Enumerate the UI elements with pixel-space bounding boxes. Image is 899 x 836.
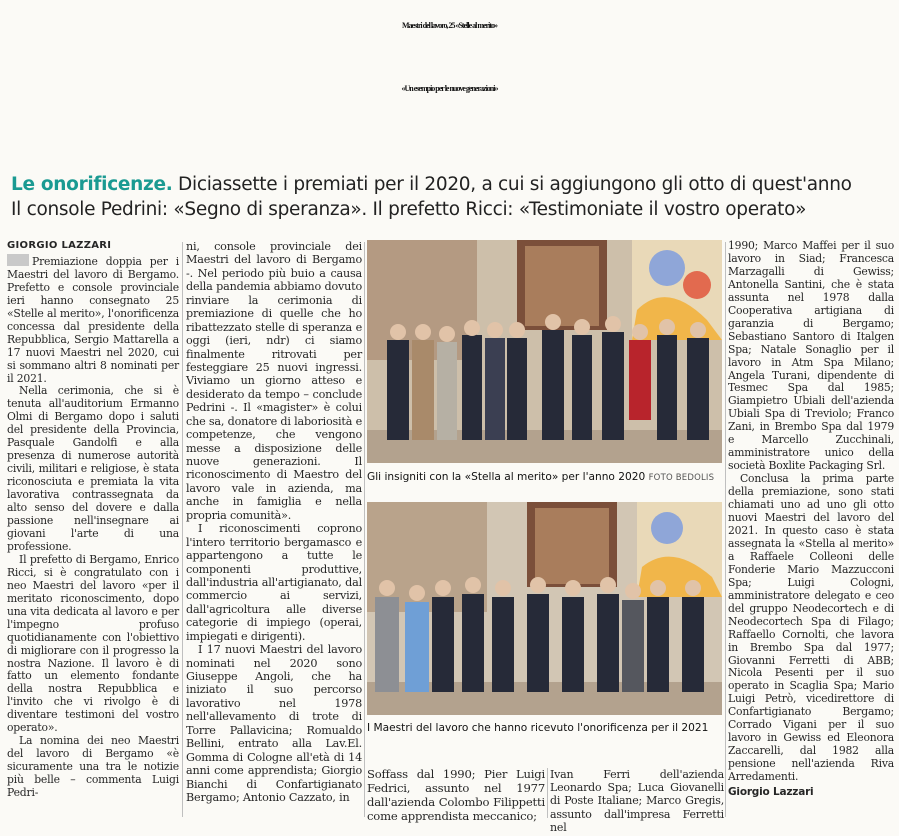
subhead-line-1-text: Diciassette i premiati per il 2020, a cui si aggiungono gli otto di quest'anno [178,174,852,195]
subhead-kicker: Le onorificenze. [11,174,173,195]
article-column-3a: Soffass dal 1990; Pier Luigi Fedrici, assunto nel 1977 dall'azienda Colombo Filippetti come apprendista meccanico; [367,767,545,823]
article-column-4 [728,240,894,820]
dropcap-marker [7,254,29,266]
caption-text: Gli insigniti con la «Stella al merito» per l'anno 2020 [367,471,646,483]
subhead-line-2: Il console Pedrini: «Segno di speranza». Il prefetto Ricci: «Testimoniate il vostro operato» [11,199,807,220]
author-signature: Giorgio Lazzari [728,786,814,799]
paragraph: Conclusa la prima parte della premiazione, sono stati chiamati uno ad uno gli otto nuovi Maestri del lavoro del 2021. In questo caso è stata assegnata la «Stella al merito» a Raffaele Colleoni delle Fonderie Mario Mazzucconi Spa; Luigi Cologni, amministratore delegato e ceo del gruppo Neodecortech e di Neodecortech Spa di Filago; Raffaello Cornolti, che lavora in Brembo Spa dal 1977; Giovanni Ferretti di ABB; Nicola Pesenti per il suo operato in Scaglia Spa; Mario Luigi Petrò, vicedirettore di Confartigianato Bergamo; Corrado Vigani per il suo lavoro in Gewiss ed Eleonora Zaccarelli, dal 1982 alla pensione nell'azienda Riva Arredamenti. [728,472,894,784]
column-divider [364,242,365,817]
paragraph-text: Premiazione doppia per i Maestri del lavoro di Bergamo. Prefetto e console provinciale ieri hanno consegnato 25 «Stelle al merito», l'onorificenza concessa dal presidente della Repubblica, Sergio Mattarella a 17 nuovi Maestri nel 2020, cui si sommano altri 8 nominati per il 2021. [7,254,179,385]
column-divider [182,242,183,817]
paragraph: Nella cerimonia, che si è tenuta all'auditorium Ermanno Olmi di Bergamo dopo i saluti del presidente della Provincia, Pasquale Gandolfi e alla presenza di numerose autorità civili, militari e religiose, è stata riconosciuta e premiata la vita lavorativa contrassegnata da alto senso del dovere e dalla passione nell'insegnare ai giovani l'arte di una professione. [7,384,179,553]
photo-caption-2020 [367,470,724,485]
byline: GIORGIO LAZZARI [7,240,112,251]
column-divider [725,242,726,817]
column-divider [547,768,548,818]
photo-caption-2021: I Maestri del lavoro che hanno ricevuto l'onorificenza per il 2021 [367,722,709,734]
photo-group-2020 [367,240,722,463]
headline-line-1: Maestri del lavoro, 25 «Stelle al merito» [401,21,498,30]
paragraph: I riconoscimenti coprono l'intero territorio bergamasco e appartengono a tutte le componenti produttive, dall'industria all'artigianato, dal commercio ai servizi, dall'agricoltura alle diverse categorie di impiego (operai, impiegati e dirigenti). [186,522,362,643]
paragraph: 1990; Marco Maffei per il suo lavoro in Siad; Francesca Marzagalli di Gewiss; Antonella Santini, che è stata assunta nel 1978 dalla Cooperativa artigiana di garanzia di Bergamo; Sebastiano Santoro di Italgen Spa; Natale Sonaglio per il lavoro in Atm Spa Milano; Angela Turani, dipendente di Tesmec Spa dal 1985; Giampietro Ubiali dell'azienda Ubiali Spa di Treviolo; Franco Zani, in Brembo Spa dal 1979 e Marcello Zucchinali, amministratore unico della società Boxlite Packaging Srl. [728,239,894,473]
article-column-2 [186,240,362,825]
group-photo-illustration [367,502,722,715]
photo-credit: FOTO BEDOLIS [648,473,715,483]
paragraph: ni, console provinciale dei Maestri del lavoro di Bergamo -. Nel periodo più buio a causa della pandemia abbiamo dovuto rinviare la cerimonia di premiazione di quelle che ho ribattezzato stelle di speranza e oggi (ieri, ndr) ci siamo finalmente ritrovati per festeggiare 25 nuovi ingressi. Viviamo un giorno atteso e desiderato da tempo – conclude Pedrini -. Il «magister» è colui che sa, donatore di laboriosità e competenze, che vengono messe a disposizione delle nuove generazioni. Il riconoscimento di Maestro del lavoro vale in azienda, ma anche in famiglia e nella propria comunità». [186,240,362,522]
headline-line-2: «Un esempio per le nuove generazioni» [401,84,498,93]
group-photo-illustration [367,240,722,463]
subhead-line-1 [11,172,891,197]
paragraph: La nomina dei neo Maestri del lavoro di Bergamo «è sicuramente una tra le notizie più belle – commenta Luigi Pedri- [7,734,179,800]
paragraph: Il prefetto di Bergamo, Enrico Ricci, si è congratulato con i neo Maestri del lavoro «per il meritato riconoscimento, dopo una vita dedicata al lavoro e per l'impegno profuso quotidianamente con l'obiettivo di migliorare con il progresso la nostra Nazione. Il lavoro è di fatto un elemento fondante della nostra Repubblica e l'invito che vi rivolgo è di diventare testimoni del vostro operato». [7,552,179,735]
photo-group-2021 [367,502,722,715]
paragraph: I 17 nuovi Maestri del lavoro nominati nel 2020 sono Giuseppe Angoli, che ha iniziato il suo percorso lavorativo nel 1978 nell'allevamento di trote di Torre Pallavicina; Romualdo Bellini, entrato alla Lav.El. Gomma di Cologne all'età di 14 anni come apprendista; Giorgio Bianchi di Confartigianato Bergamo; Antonio Cazzato, in [186,643,362,804]
article-column-3b: Ivan Ferri dell'azienda Leonardo Spa; Luca Giovanelli di Poste Italiane; Marco Gregis, assunto dall'impresa Ferretti nel [550,768,724,834]
paragraph [7,254,179,386]
article-column-1 [7,240,179,825]
